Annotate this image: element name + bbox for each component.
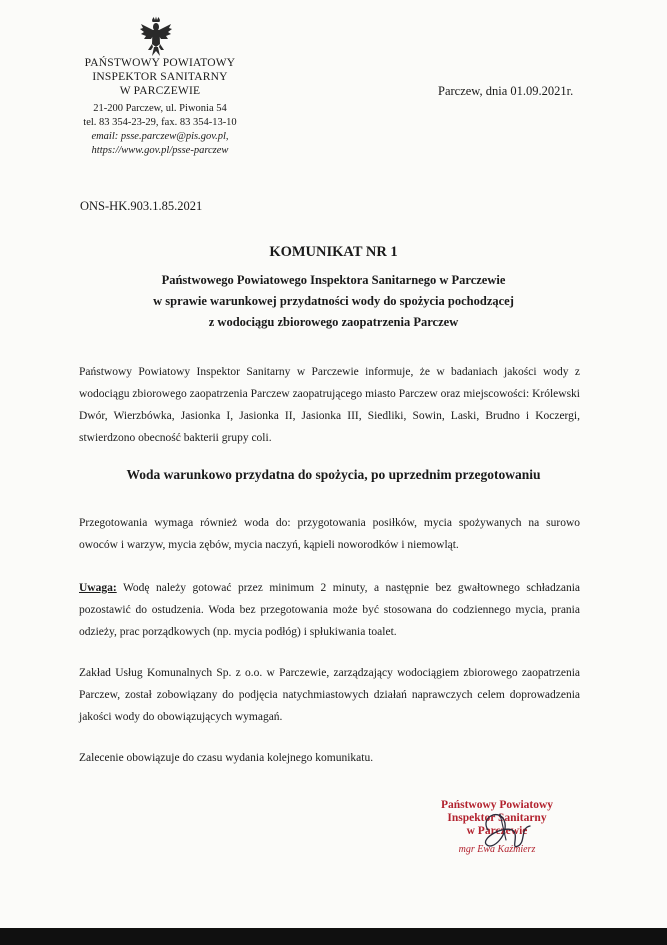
handwritten-signature [440, 800, 570, 860]
stamp-line1: Państwowy Powiatowy [440, 799, 554, 811]
issuer-website: https://www.gov.pl/psse-parczew [91, 145, 229, 156]
subtitle-line2: w sprawie warunkowej przydatności wody do spożycia pochodzącej [153, 294, 514, 308]
paragraph-boiling-uses: Przegotowania wymaga również woda do: przygotowania posiłków, mycia spożywanych na surowo owoców i warzyw, mycia zębów, mycia naczyń, kąpieli noworodków i niemowląt. [79, 517, 580, 551]
stamp-signatory: mgr Ewa Kaźmierz [458, 844, 536, 855]
document-title: KOMUNIKAT NR 1 [269, 244, 398, 260]
paragraph-validity: Zalecenie obowiązuje do czasu wydania kolejnego komunikatu. [79, 752, 374, 764]
stamp-line2: Inspektor Sanitarny [447, 812, 547, 824]
paragraph-utility-obligation: Zakład Usług Komunalnych Sp. z o.o. w Parczewie, zarządzający wodociągiem zbiorowego zaopatrzenia Parczew, został zobowiązany do podjęcia natychmiastowych działań naprawczych celem doprowadzenia jakości wody do obowiązujących wymagań. [79, 667, 580, 723]
issuer-address: 21-200 Parczew, ul. Piwonia 54 [93, 103, 227, 114]
paragraph-findings: Państwowy Powiatowy Inspektor Sanitarny w Parczewie informuje, że w badaniach jakości wody z wodociągu zbiorowego zaopatrzenia Parczew zaopatrującego miasto Parczew oraz miejscowości: Królewski Dwór, Wierzbówka, Jasionka I, Jasionka II, Jasionka III, Siedliki, Sowin, Laski, Brudno i Koczergi, stwierdzono obecność bakterii grupy coli. [79, 366, 580, 444]
subtitle-line3: z wodociągu zbiorowego zaopatrzenia Parczew [208, 315, 459, 329]
issuer-name-line1: PAŃSTWOWY POWIATOWY [84, 57, 236, 69]
paragraph-warning [79, 577, 580, 643]
warning-label: Uwaga: [79, 582, 117, 594]
stamp-line3: w Parczewie [466, 825, 528, 837]
issuer-name-line2: INSPEKTOR SANITARNY [92, 71, 228, 83]
water-status-headline: Woda warunkowo przydatna do spożycia, po uprzednim przegotowaniu [126, 467, 541, 482]
document-date: Parczew, dnia 01.09.2021r. [438, 84, 574, 98]
issuer-header [60, 56, 260, 158]
document-subtitle [60, 270, 607, 333]
issuer-phone: tel. 83 354-23-29, fax. 83 354-13-10 [83, 117, 237, 128]
issuer-name-line3: W PARCZEWIE [119, 85, 201, 97]
eagle-emblem-icon [138, 16, 174, 58]
reference-number: ONS-HK.903.1.85.2021 [80, 199, 203, 213]
subtitle-line1: Państwowego Powiatowego Inspektora Sanitarnego w Parczewie [161, 273, 506, 287]
issuer-email: email: psse.parczew@pis.gov.pl, [91, 131, 229, 142]
warning-text: Wodę należy gotować przez minimum 2 minuty, a następnie bez gwałtownego schładzania pozostawić do ostudzenia. Woda bez przegotowania może być stosowana do codziennego mycia, prania odzieży, prac porządkowych (np. mycia podłóg) i spłukiwania toalet. [79, 582, 580, 638]
